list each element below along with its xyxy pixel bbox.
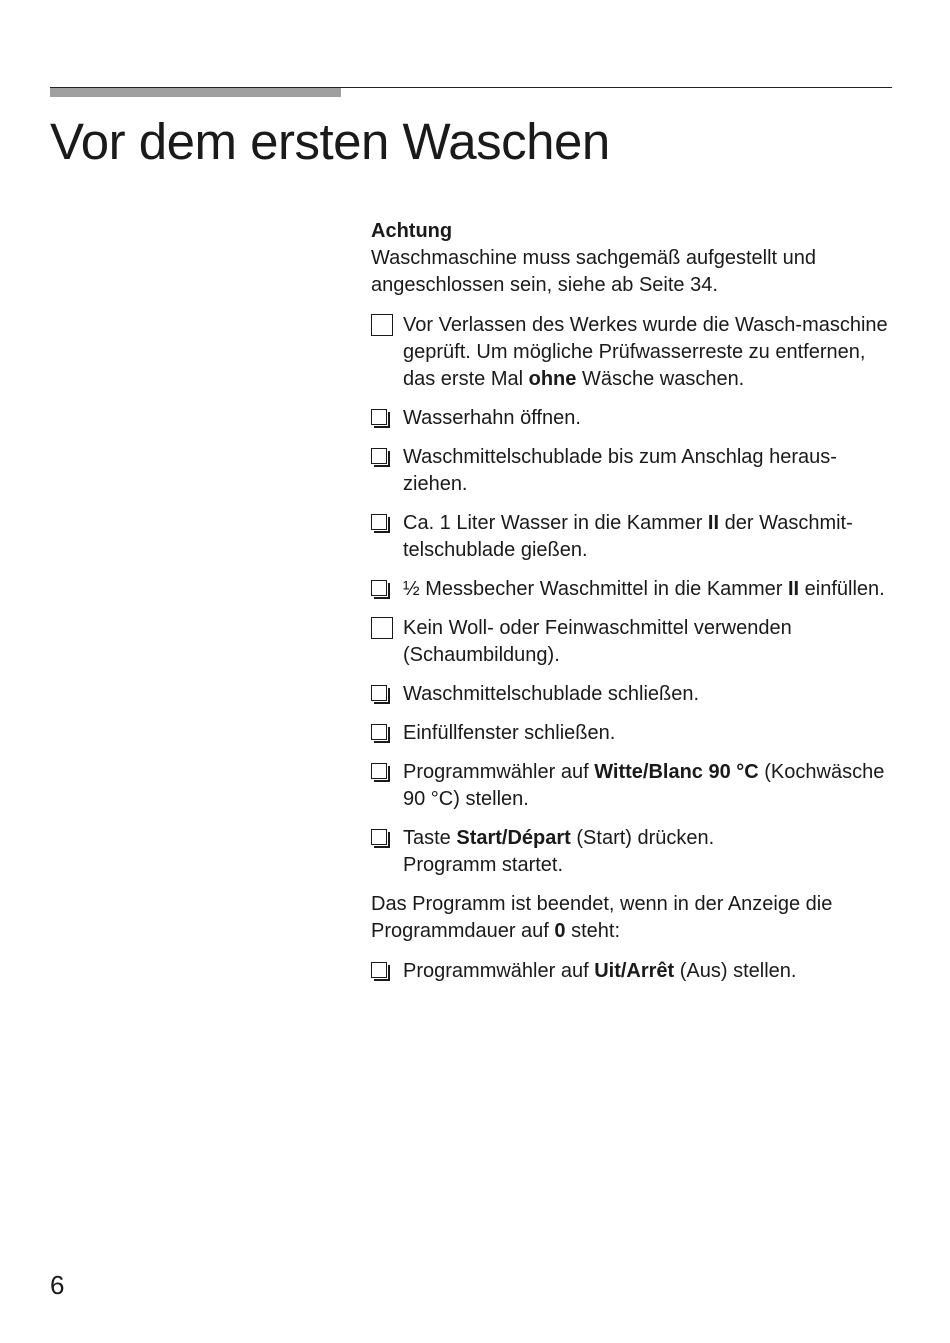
item-text	[403, 444, 901, 498]
checklist-item	[371, 681, 901, 708]
text-fragment: ½ Messbecher Waschmittel in die Kammer	[403, 578, 788, 600]
checkbox-icon-shape	[371, 580, 387, 596]
instructions	[371, 218, 901, 997]
checklist-item	[371, 958, 901, 985]
checkbox-icon	[371, 405, 393, 432]
checkbox-icon	[371, 720, 393, 747]
item-text	[403, 576, 901, 603]
bold-term: Witte/Blanc 90 °C	[594, 761, 759, 783]
text-fragment: Wasserhahn öffnen.	[403, 407, 581, 429]
warning-heading: Achtung	[371, 220, 453, 242]
text-fragment: Wäsche waschen.	[576, 368, 745, 390]
item-subline: Programm startet.	[403, 854, 564, 876]
item-text	[403, 312, 901, 393]
checklist-item	[371, 825, 901, 879]
bold-term: Start/Départ	[456, 827, 571, 849]
item-text	[403, 958, 901, 985]
item-text	[403, 510, 901, 564]
checklist-item	[371, 759, 901, 813]
checkbox-icon-shape	[371, 724, 387, 740]
text-fragment: Ca. 1 Liter Wasser in die Kammer	[403, 512, 708, 534]
text-fragment: Einfüllfenster schließen.	[403, 722, 616, 744]
bold-term: II	[707, 512, 720, 534]
checkbox-icon	[371, 444, 393, 471]
text-fragment: Kein Woll- oder Feinwaschmittel verwenden (Schaumbildung).	[403, 617, 792, 666]
info-box-icon-shape	[371, 617, 393, 639]
checkbox-icon-shape	[371, 448, 387, 464]
bold-term: ohne	[528, 368, 577, 390]
checklist-item	[371, 720, 901, 747]
checklist-item	[371, 444, 901, 498]
item-text	[403, 615, 901, 669]
item-text	[403, 720, 901, 747]
note-item	[371, 312, 901, 393]
text-fragment: (Kochwäsche 90 °C) stellen.	[403, 761, 885, 810]
header-bar	[50, 88, 341, 97]
text-fragment: steht:	[565, 920, 621, 942]
text-fragment: Taste	[403, 827, 457, 849]
final-step-list	[371, 958, 901, 985]
checkbox-icon-shape	[371, 763, 387, 779]
checklist-item	[371, 510, 901, 564]
text-fragment: Programmwähler auf	[403, 761, 595, 783]
checklist-item	[371, 576, 901, 603]
info-box-icon	[371, 615, 393, 642]
item-text	[403, 681, 901, 708]
step-list	[371, 312, 901, 879]
checkbox-icon-shape	[371, 409, 387, 425]
text-fragment: Waschmittelschublade schließen.	[403, 683, 700, 705]
checkbox-icon	[371, 510, 393, 537]
item-text	[403, 825, 901, 852]
checkbox-icon-shape	[371, 685, 387, 701]
item-text	[403, 759, 901, 813]
page-number: 6	[50, 1270, 65, 1300]
warning-text: Waschmaschine muss sachgemäß aufgestellt und angeschlossen sein, siehe ab Seite 34.	[371, 247, 817, 296]
page-title: Vor dem ersten Waschen	[50, 113, 610, 170]
end-paragraph	[371, 891, 901, 945]
text-fragment: der Waschmit-telschublade gießen.	[403, 512, 853, 561]
checkbox-icon-shape	[371, 962, 387, 978]
text-fragment: Das Programm ist beendet, wenn in der Anzeige die Programmdauer auf	[371, 893, 833, 942]
checkbox-icon	[371, 759, 393, 786]
checkbox-icon	[371, 825, 393, 852]
text-fragment: Waschmittelschublade bis zum Anschlag heraus-ziehen.	[403, 446, 837, 495]
text-fragment: Vor Verlassen des Werkes wurde die Wasch-maschine geprüft. Um mögliche Prüfwasserreste zu entfernen, das erste Mal	[403, 314, 888, 390]
bold-term: Uit/Arrêt	[594, 960, 675, 982]
checkbox-icon	[371, 681, 393, 708]
text-fragment: einfüllen.	[799, 578, 885, 600]
item-text	[403, 405, 901, 432]
checkbox-icon	[371, 576, 393, 603]
text-fragment: (Aus) stellen.	[674, 960, 797, 982]
info-box-icon-shape	[371, 314, 393, 336]
bold-term: 0	[554, 920, 566, 942]
text-fragment: Programmwähler auf	[403, 960, 595, 982]
checkbox-icon-shape	[371, 514, 387, 530]
info-box-icon	[371, 312, 393, 339]
text-fragment: (Start) drücken.	[570, 827, 715, 849]
checklist-item	[371, 405, 901, 432]
checkbox-icon	[371, 958, 393, 985]
note-item	[371, 615, 901, 669]
bold-term: II	[787, 578, 800, 600]
checkbox-icon-shape	[371, 829, 387, 845]
